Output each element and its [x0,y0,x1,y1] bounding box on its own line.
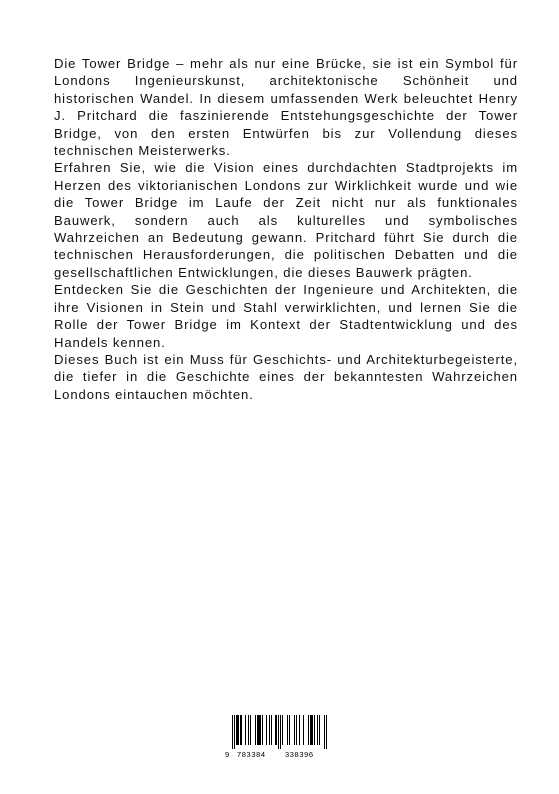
barcode-bar [240,715,241,745]
barcode-guard-bar [232,715,233,749]
barcode-bar [308,715,309,745]
back-cover-blurb [54,55,518,403]
barcode-bar [238,715,239,745]
barcode-guard-bar [326,715,327,749]
barcode-bar [319,715,320,745]
barcode-bar [250,715,251,745]
barcode-bar [276,715,277,745]
isbn-barcode [225,708,333,764]
barcode-bar [236,715,237,745]
barcode-bar [271,715,272,745]
barcode-bar [257,715,258,745]
blurb-paragraph-1: Die Tower Bridge – mehr als nur eine Brücke, sie ist ein Symbol für Londons Ingenieurskunst, architektonische Schönheit und historischen Wandel. In diesem umfassenden Werk beleuchtet Henry J. Pritchard die faszinierende Entstehungsgeschichte der Tower Bridge, von den ersten Entwürfen bis zur Vollendung dieses technischen Meisterwerks. [54,56,518,159]
barcode-number [225,750,333,760]
barcode-bar [289,715,290,745]
barcode-guard-bar [278,715,279,749]
barcode-left-group: 783384 [237,750,266,759]
barcode-bar [296,715,297,745]
barcode-bars [232,715,327,749]
barcode-bar [262,715,263,745]
barcode-bar [299,715,300,745]
barcode-bar [266,715,267,745]
barcode-guard-bar [234,715,235,749]
barcode-right-group: 338396 [285,750,314,759]
barcode-bar [245,715,246,745]
barcode-bar [287,715,288,745]
barcode-bar [282,715,283,745]
barcode-bar [294,715,295,745]
blurb-paragraph-2: Erfahren Sie, wie die Vision eines durchdachten Stadtprojekts im Herzen des viktorianischen Londons zur Wirklichkeit wurde und wie die Tower Bridge im Laufe der Zeit nicht nur als funktionales Bauwerk, sondern auch als kulturelles und symbolisches Wahrzeichen an Bedeutung gewann. Pritchard führt Sie durch die technischen Herausforderungen, die politischen Debatten und die gesellschaftlichen Entwicklungen, die dieses Bauwerk prägten. [54,160,518,280]
barcode-guard-bar [280,715,281,749]
barcode-bar [260,715,261,745]
barcode-bar [237,715,238,745]
barcode-bar [311,715,312,745]
barcode-bar [248,715,249,745]
barcode-first-digit: 9 [225,750,230,759]
barcode-bar [314,715,315,745]
barcode-bar [275,715,276,745]
barcode-bar [258,715,259,745]
barcode-bar [259,715,260,745]
barcode-guard-bar [324,715,325,749]
barcode-bar [241,715,242,745]
barcode-bar [303,715,304,745]
barcode-bar [255,715,256,745]
barcode-bar [269,715,270,745]
barcode-bar [317,715,318,745]
blurb-paragraph-3: Entdecken Sie die Geschichten der Ingenieure und Architekten, die ihre Visionen in Stein und Stahl verwirklichten, und lernen Sie die Rolle der Tower Bridge im Kontext der Stadtentwicklung und des Handels kennen. [54,282,518,350]
barcode-bar [310,715,311,745]
barcode-bar [312,715,313,745]
blurb-paragraph-4: Dieses Buch ist ein Muss für Geschichts- und Architekturbegeisterte, die tiefer in die Geschichte eines der bekanntesten Wahrzeichen Londons eintauchen möchten. [54,351,518,402]
